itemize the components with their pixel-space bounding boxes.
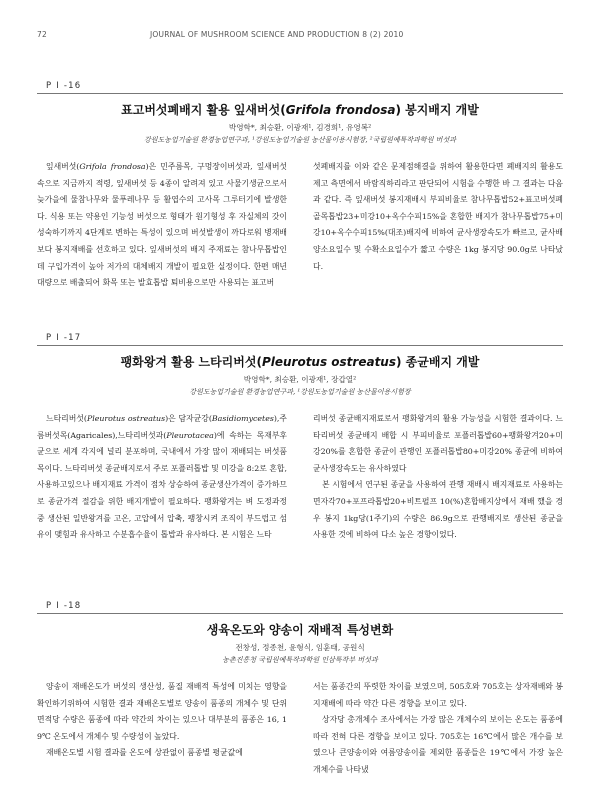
journal-title: JOURNAL OF MUSHROOM SCIENCE AND PRODUCTION 8 (2) 2010: [150, 30, 404, 39]
author-list: 박영학*, 최승환, 이광재¹, 김경희¹, 유영복²: [228, 123, 372, 132]
paragraph: 본 시험에서 연구된 종균을 사용하여 관행 재배시 배지재료로 사용하는 면자각70+포프라톱밥20+비트펄프 10(%)혼합배지상에서 재배 했을 경우 봉지 1kg당(1주기)의 수량은 86.9g으로 관행배지로 생산된 종균을 사용한 것에 비하여 다소 높은 경향이었다.: [313, 480, 563, 540]
paragraph: 서는 품종간의 뚜렷한 차이를 보였으며, 505호와 705호는 상자재배와 봉지재배에 따라 약간 다른 경향을 보이고 있다.: [313, 682, 563, 708]
paragraph: 섯폐배지를 이와 같은 문제점해결을 위하여 활용한다면 폐배지의 활용도제고 측면에서 바람직하리라고 판단되어 시험을 수행한 바 그 결과는 다음과 같다. 즉 잎새버섯 봉지재배시 부피비율로 참나무톱밥52+표고버섯폐골목톱밥23+미강10+옥수수피15%을 혼합한 배지가 참나무톱밥75+미강10+옥수수피15%(대조)배지에 비하여 균사생장속도가 빠르고, 균사배양소요일수 및 수확소요일수가 짧고 수량은 1kg 봉지당 90.0g로 나타났다.: [313, 162, 563, 271]
abstract-pi-17: [37, 332, 563, 596]
left-column: [37, 411, 287, 596]
affiliation: 강원도농업기술원 환경농업연구과, ¹강원도농업기술원 농산물이용시험장, ²국립원예특작과학원 버섯과: [144, 136, 456, 144]
affiliation: 농촌진흥청 국립원예특작과학원 인삼특작부 버섯과: [222, 656, 378, 664]
right-column: [313, 679, 563, 791]
paragraph: 느타리버섯(Pleurotus ostreatus)은 담자균강(Basidiomycetes),주름버섯목(Agaricales),느타리버섯과(Pleurotacea)에 속하는 목재부후균으로 세계 각지에 널리 분포하며, 국내에서 가장 많이 재배되는 버섯품목이다. 느타리버섯 종균배지로서 주로 포플러톱밥 및 미강을 8:2로 혼합, 사용하고있으나 배지재료 가격이 점차 상승하여 종균생산가격이 증가하므로 종균가격 절감을 위한 배지개발이 필요하다. 팽화왕겨는 벼 도정과정 중 생산된 일반왕겨를 고온, 고압에서 압축, 팽창시켜 조직이 부드럽고 섬유이 맺힘과 유사하고 수분흡수율이 톱밥과 유사하다. 본 시험은 느타: [37, 414, 287, 540]
section-divider: [37, 613, 563, 614]
abstract-title: 표고버섯폐배지 활용 잎새버섯(Grifola frondosa) 봉지배지 개발: [121, 103, 479, 117]
abstract-title: 팽화왕겨 활용 느타리버섯(Pleurotus ostreatus) 종균배지 개발: [120, 355, 480, 369]
author-list: 박영학*, 최승환, 이광재¹, 장갑열²: [243, 375, 357, 384]
left-column: [37, 679, 287, 791]
abstract-body: [37, 411, 563, 596]
paragraph: 상자당 총개체수 조사에서는 가장 많은 개체수의 보이는 온도는 품종에 따라 전혀 다른 경향을 보이고 있다. 705호는 16℃에서 많은 개수를 보였으나 큰양송이와 여름양송이를 제외한 품종들은 19℃에서 가장 높은 개체수를 나타냈: [313, 715, 563, 774]
section-divider: [37, 345, 563, 346]
abstract-pi-18: [37, 600, 563, 791]
abstract-pi-16: [37, 80, 563, 324]
paragraph: 잎새버섯(Grifola frondosa)은 민주름목, 구멍장이버섯과, 잎새버섯속으로 지금까지 적령, 잎새버섯 등 4종이 알려져 있고 사물기생균으로서 늦가을에 물참나무와 물푸레나무 등 활엽수의 고사목 그루터기에 발생한다. 식용 또는 약용인 기능성 버섯으로 형태가 원기형성 후 자실체의 갓이 성숙하기까지 4단계로 변하는 특성이 있으며 버섯발생이 까다로워 병재배보다 봉지재배를 선호하고 있다. 잎새버섯의 배지 주재료는 참나무톱밥인데 구입가격이 높아 저가의 대체배지 개발이 필요한 실정이다. 한편 매년 대량으로 배출되어 화목 또는 발효톱밥 퇴비용으로만 사용되는 표고버: [37, 162, 287, 288]
species-name: Pleurotus ostreatus: [261, 355, 396, 369]
abstract-body: [37, 679, 563, 791]
abstract-id: P I -17: [46, 333, 82, 343]
paragraph: 재배온도별 시험 결과를 온도에 상관없이 품종별 평균값에: [46, 748, 243, 758]
paragraph: 양송이 재배온도가 버섯의 생산성, 품질 재배적 특성에 미치는 영향을 확인하기위하여 시험한 결과 재배온도별로 양송이 품종의 개체수 및 단위면적당 수량은 품종에 따라 약간의 차이는 있으나 대부분의 품종은 16, 19℃ 온도에서 개체수 및 수량성이 높았다.: [37, 682, 287, 741]
abstract-id: P I -18: [46, 601, 82, 611]
author-list: 전창성, 정종천, 윤형식, 임훈태, 공원식: [235, 643, 365, 652]
page-number: 72: [37, 30, 47, 39]
paragraph: 리버섯 종균배지재료로서 팽화왕겨의 활용 가능성을 시험한 결과이다. 느타리버섯 종균배지 배합 시 부피비율로 포플러톱밥60+팽화왕겨20+미강20%를 혼합한 종균이 관행인 포플러톱밥80+미강20% 종균에 비하여 균사생장속도는 유사하였다: [313, 414, 563, 473]
abstract-title: 생육온도와 양송이 재배적 특성변화: [206, 623, 394, 637]
abstract-id: P I -16: [46, 81, 82, 91]
right-column: [313, 159, 563, 324]
affiliation: 강원도농업기술원 환경농업연구과, ¹강원도농업기술원 농산물이용시험장: [189, 388, 411, 396]
left-column: [37, 159, 287, 324]
right-column: [313, 411, 563, 596]
abstract-body: [37, 159, 563, 324]
species-name: Grifola frondosa: [285, 103, 396, 117]
section-divider: [37, 93, 563, 94]
